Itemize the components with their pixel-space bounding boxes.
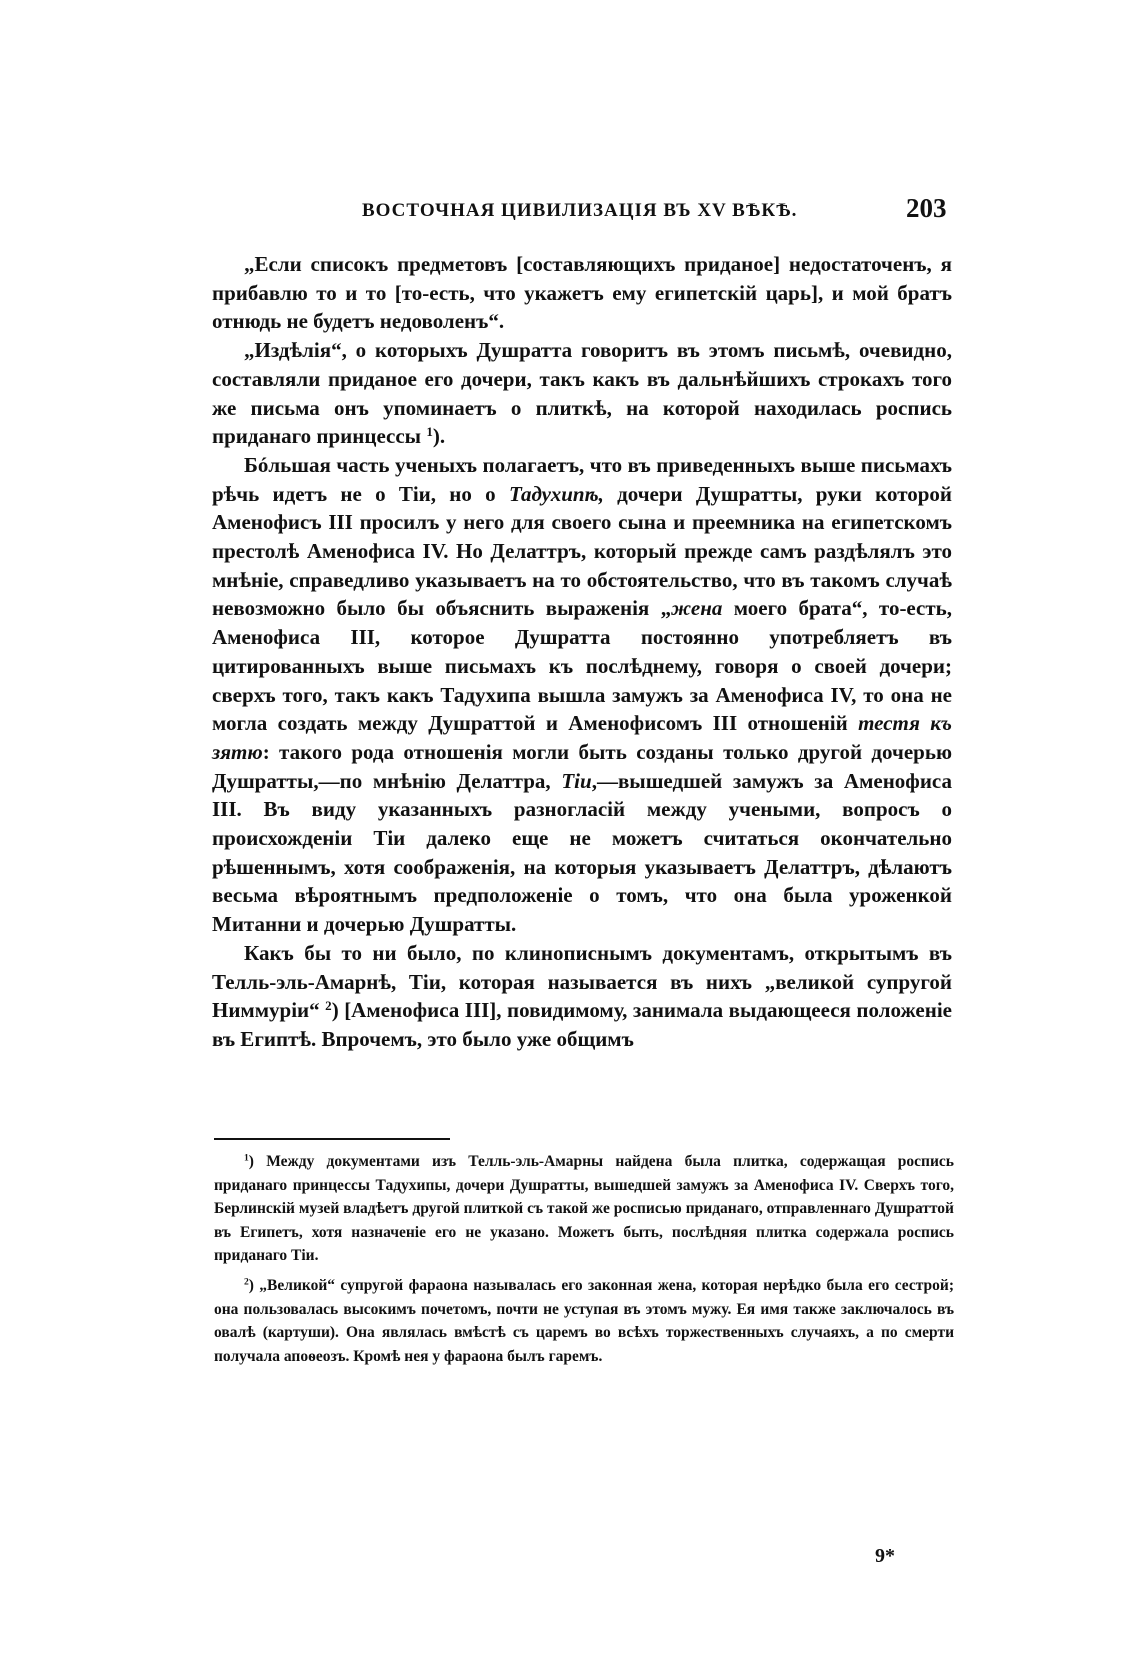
emphasis-father-in-law: тестя къ зятю xyxy=(212,711,952,764)
paragraph-scholars xyxy=(212,451,952,939)
name-tii: Тіи xyxy=(561,768,592,793)
emphasis-wife: жена xyxy=(671,596,723,621)
scholars-text-d: : такого рода отношенія могли быть созданы только другой дочерью Душратты,—по мнѣнію Делаттра, xyxy=(212,739,952,793)
footnotes xyxy=(214,1150,954,1368)
running-head: ВОСТОЧНАЯ ЦИВИЛИЗАЦІЯ ВЪ XV ВѢКѢ. xyxy=(362,200,798,221)
page-number: 203 xyxy=(906,193,947,223)
paragraph-products-end: ). xyxy=(432,424,446,449)
footnote-ref-1[interactable]: 1 xyxy=(426,424,433,440)
cuneiform-text-a: Какъ бы то ни было, по клинописнымъ документамъ, открытымъ въ Телль-эль-Амарнѣ, Тіи, которая называется въ нихъ „великой супругой Ниммуріи“ xyxy=(212,940,952,1023)
footnote-ref-2[interactable]: 2 xyxy=(325,998,332,1014)
paragraph-products-text: „Издѣлія“, о которыхъ Душратта говоритъ въ этомъ письмѣ, очевидно, составляли приданое его дочери, такъ какъ въ дальнѣйшихъ строкахъ того же письма онъ упоминаетъ о плиткѣ, на которой находилась роспись приданаго принцессы xyxy=(212,338,952,449)
footnote-1-text: ) Между документами изъ Телль-эль-Амарны найдена была плитка, содержащая роспись приданаго принцессы Тадухипы, дочери Душратты, вышедшей замужъ за Аменофиса IV. Сверхъ того, Берлинскій музей владѣетъ другой плиткой съ такой же росписью приданаго, отправленнаго Душраттой въ Египетъ, хотя назначеніе его не указано. Можетъ быть, послѣдняя плитка содержала роспись приданаго Тіи. xyxy=(214,1153,954,1265)
scholars-text-b: дочери Душратты, руки которой Аменофисъ III просилъ у него для своего сына и преемника на египетскомъ престолѣ Аменофиса IV. Но Делаттръ, который прежде самъ раздѣлялъ это мнѣніе, справедливо указываетъ на то обстоятельство, что въ такомъ случаѣ невозможно было бы объяснить выраженія „ xyxy=(212,481,953,621)
paragraph-products xyxy=(212,336,952,451)
footnote-2-mark: 2 xyxy=(244,1276,249,1288)
quote-text: „Если списокъ предметовъ [составляющихъ приданое] недостаточенъ, я прибавлю то и то [то-есть, что укажетъ ему египетскій царь], и мой братъ отнюдь не будетъ недоволенъ“. xyxy=(212,252,952,334)
footnote-2 xyxy=(214,1274,954,1368)
name-taduhipa: Тадухипѣ, xyxy=(508,481,604,506)
paragraph-quote xyxy=(212,250,952,336)
paragraph-cuneiform xyxy=(212,939,952,1054)
signature-mark: 9* xyxy=(875,1545,895,1567)
footnote-2-text: ) „Великой“ супругой фараона называлась его законная жена, которая нерѣдко была его сестрой; она пользовалась высокимъ почетомъ, почти не уступая въ этомъ мужу. Ея имя также заключалось въ овалѣ (картуши). Она являлась вмѣстѣ съ царемъ во всѣхъ торжественныхъ случаяхъ, а по смерти получала апоѳеозъ. Кромѣ нея у фараона былъ гаремъ. xyxy=(214,1276,954,1365)
body-text xyxy=(212,250,952,1054)
scholars-text-a: Бóльшая часть ученыхъ полагаетъ, что въ приведенныхъ выше письмахъ рѣчь идетъ не о Тіи, но о xyxy=(212,452,952,506)
footnote-divider xyxy=(214,1138,450,1140)
scholars-text-e: ,—вышедшей замужъ за Аменофиса III. Въ виду указанныхъ разногласій между учеными, вопросъ о происхожденіи Тіи далеко еще не можетъ считаться окончательно рѣшеннымъ, хотя соображенія, на которыя указываетъ Делаттръ, дѣлаютъ весьма вѣроятнымъ предположеніе о томъ, что она была уроженкой Митанни и дочерью Душратты. xyxy=(212,768,953,937)
cuneiform-text-b: ) [Аменофиса III], повидимому, занимала выдающееся положеніе въ Египтѣ. Впрочемъ, это было уже общимъ xyxy=(212,998,952,1051)
footnote-1-mark: 1 xyxy=(244,1152,249,1164)
scholars-text-c: моего брата“, то-есть, Аменофиса III, которое Душратта постоянно употребляетъ въ цитированныхъ выше письмахъ къ послѣднему, говоря о своей дочери; сверхъ того, такъ какъ Тадухипа вышла замужъ за Аменофиса IV, то она не могла создать между Душраттой и Аменофисомъ III отношеній xyxy=(212,596,953,736)
footnote-1 xyxy=(214,1150,954,1268)
